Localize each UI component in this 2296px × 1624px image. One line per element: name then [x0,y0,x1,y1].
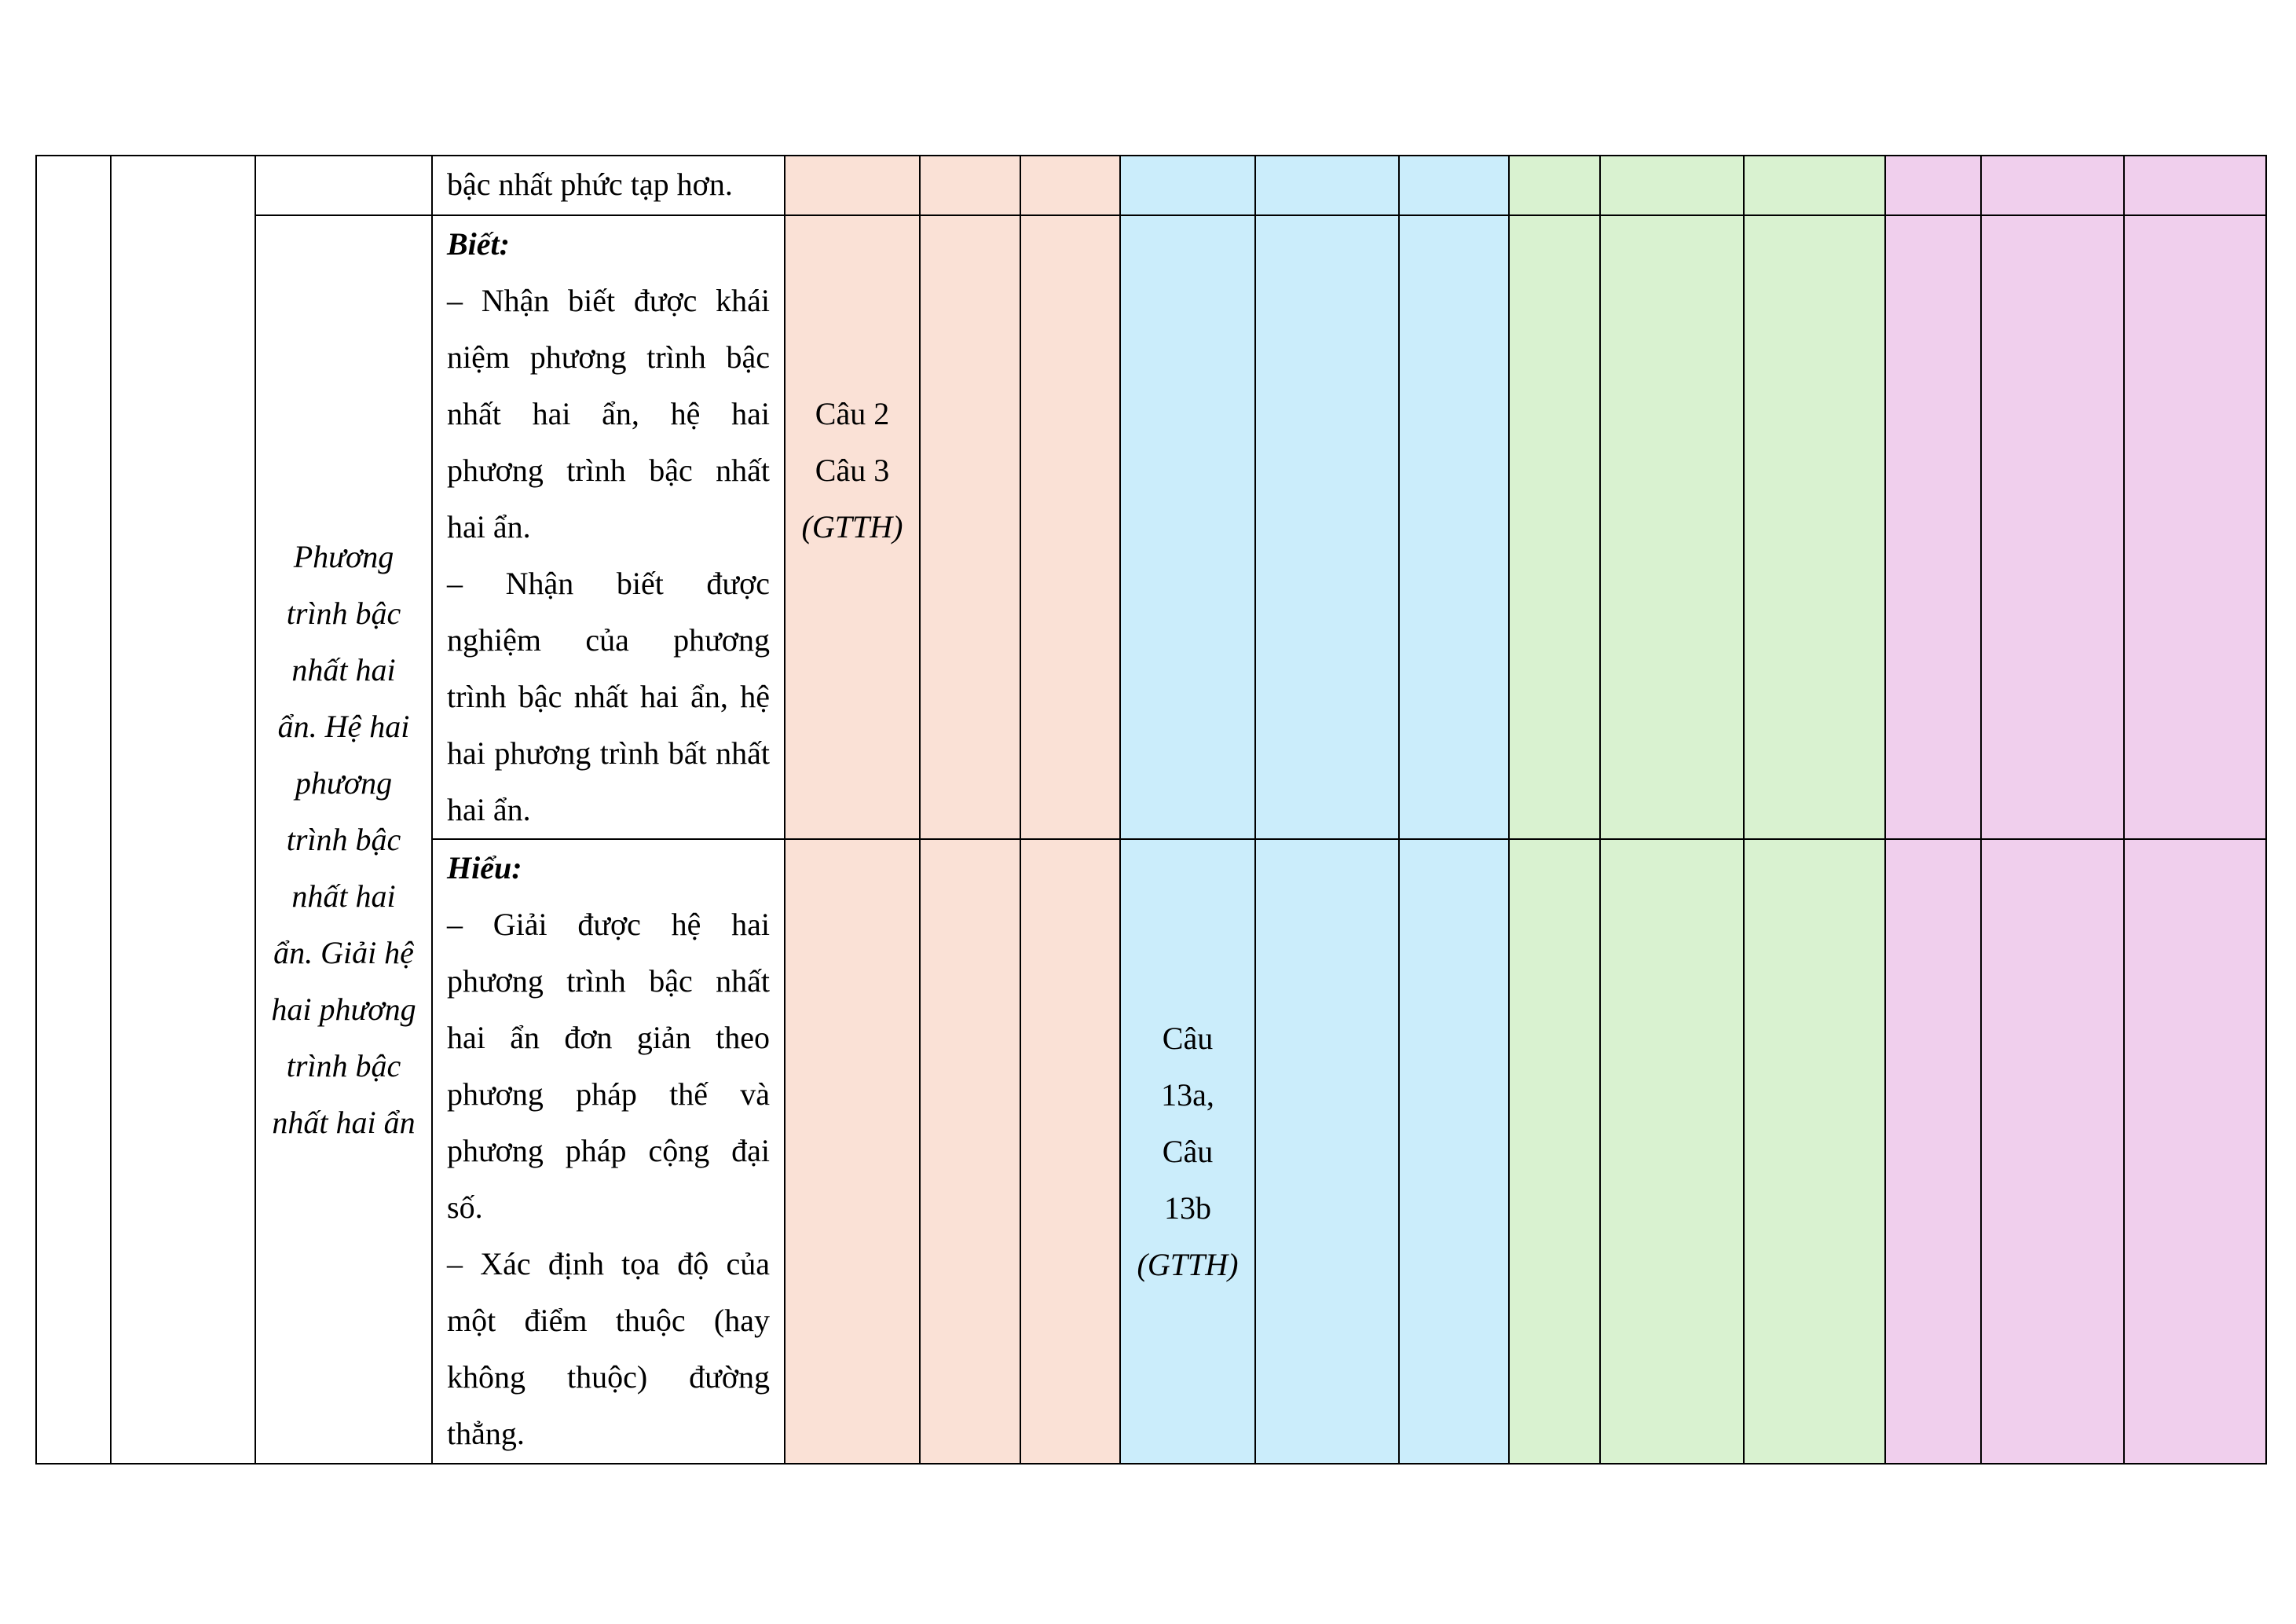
cell-content-title [255,215,432,1464]
cell-tlk-vd [2124,156,2266,215]
cell-ds-th [1255,156,1399,215]
know-line: – Nhận biết được [447,566,770,601]
cell-tl-nb [1509,156,1600,215]
cell-ds-nb [1120,215,1255,839]
cell-tlk-nb [1885,215,1981,839]
understand-line: – Xác định tọa độ của [447,1246,770,1281]
understand-line: hai ẩn đơn giản theo [447,1020,770,1055]
cell-tnkq-nb [785,156,920,215]
specification-table [35,155,2267,1465]
question-label: Câu 3 [815,453,890,488]
cell-tlk-vd [2124,839,2266,1464]
cell-ds-nb [1120,156,1255,215]
know-line: hai ẩn. [447,792,531,827]
know-heading: Biết: [447,226,510,262]
understand-line: phương pháp cộng đại [447,1133,770,1168]
cell-stt [36,156,111,1464]
cell-tnkq-th [920,839,1020,1464]
question-tag: (GTTH) [1137,1246,1239,1282]
know-line: niệm phương trình bậc [447,339,770,375]
question-label: Câu 2 [815,396,890,431]
cell-tnkq-vd [1020,156,1120,215]
cell-tl-vd [1744,215,1885,839]
know-line: hai ẩn. [447,509,531,544]
cell-know-questions [785,215,920,839]
cell-requirement-prev [432,156,785,215]
cell-tlk-vd [2124,215,2266,839]
understand-line: phương pháp thế và [447,1076,770,1112]
cell-ds-vd [1399,215,1509,839]
know-line: hai phương trình bất nhất [447,735,770,771]
understand-line: phương trình bậc nhất [447,963,770,999]
cell-ds-vd [1399,156,1509,215]
know-line: nhất hai ẩn, hệ hai [447,396,770,431]
know-line: phương trình bậc nhất [447,453,770,488]
question-tag: (GTTH) [801,509,903,544]
table-row-continuation [36,156,2266,215]
question-label: Câu [1162,1133,1214,1169]
understand-line: không thuộc) đường [447,1359,770,1395]
cell-tnkq-th [920,156,1020,215]
know-line: trình bậc nhất hai ẩn, hệ [447,679,770,714]
cell-content-prev [255,156,432,215]
cell-tl-vd [1744,156,1885,215]
cell-tlk-th [1981,215,2124,839]
understand-line: số. [447,1190,483,1225]
cell-tl-th [1600,215,1744,839]
question-label: 13a, [1161,1076,1214,1113]
cell-ds-th [1255,215,1399,839]
requirement-text: bậc nhất phức tạp hơn. [447,167,733,202]
cell-tl-th [1600,156,1744,215]
cell-tnkq-vd [1020,839,1120,1464]
understand-heading: Hiểu: [447,850,522,885]
cell-understand-questions [1120,839,1255,1464]
know-line: – Nhận biết được khái [447,283,770,318]
cell-tnkq-th [920,215,1020,839]
cell-tnkq-vd [1020,215,1120,839]
understand-line: – Giải được hệ hai [447,907,770,942]
cell-topic [111,156,255,1464]
understand-line: thẳng. [447,1416,525,1451]
content-title: Phương trình bậc nhất hai ẩn. Hệ hai phương trình bậc nhất hai ẩn. Giải hệ hai phương trình bậc nhất hai ẩn [271,538,416,1140]
cell-tlk-nb [1885,156,1981,215]
cell-tl-nb [1509,215,1600,839]
know-line: nghiệm của phương [447,622,770,658]
table-row-know [36,215,2266,839]
cell-tl-vd [1744,839,1885,1464]
cell-tnkq-nb [785,839,920,1464]
understand-line: một điểm thuộc (hay [447,1303,770,1338]
cell-ds-vd [1399,839,1509,1464]
cell-tlk-th [1981,156,2124,215]
question-label: 13b [1164,1190,1211,1226]
cell-requirement-know [432,215,785,839]
cell-requirement-understand [432,839,785,1464]
cell-tl-th [1600,839,1744,1464]
cell-tl-nb [1509,839,1600,1464]
question-label: Câu [1162,1020,1214,1056]
cell-tlk-nb [1885,839,1981,1464]
cell-tlk-th [1981,839,2124,1464]
cell-ds-th [1255,839,1399,1464]
